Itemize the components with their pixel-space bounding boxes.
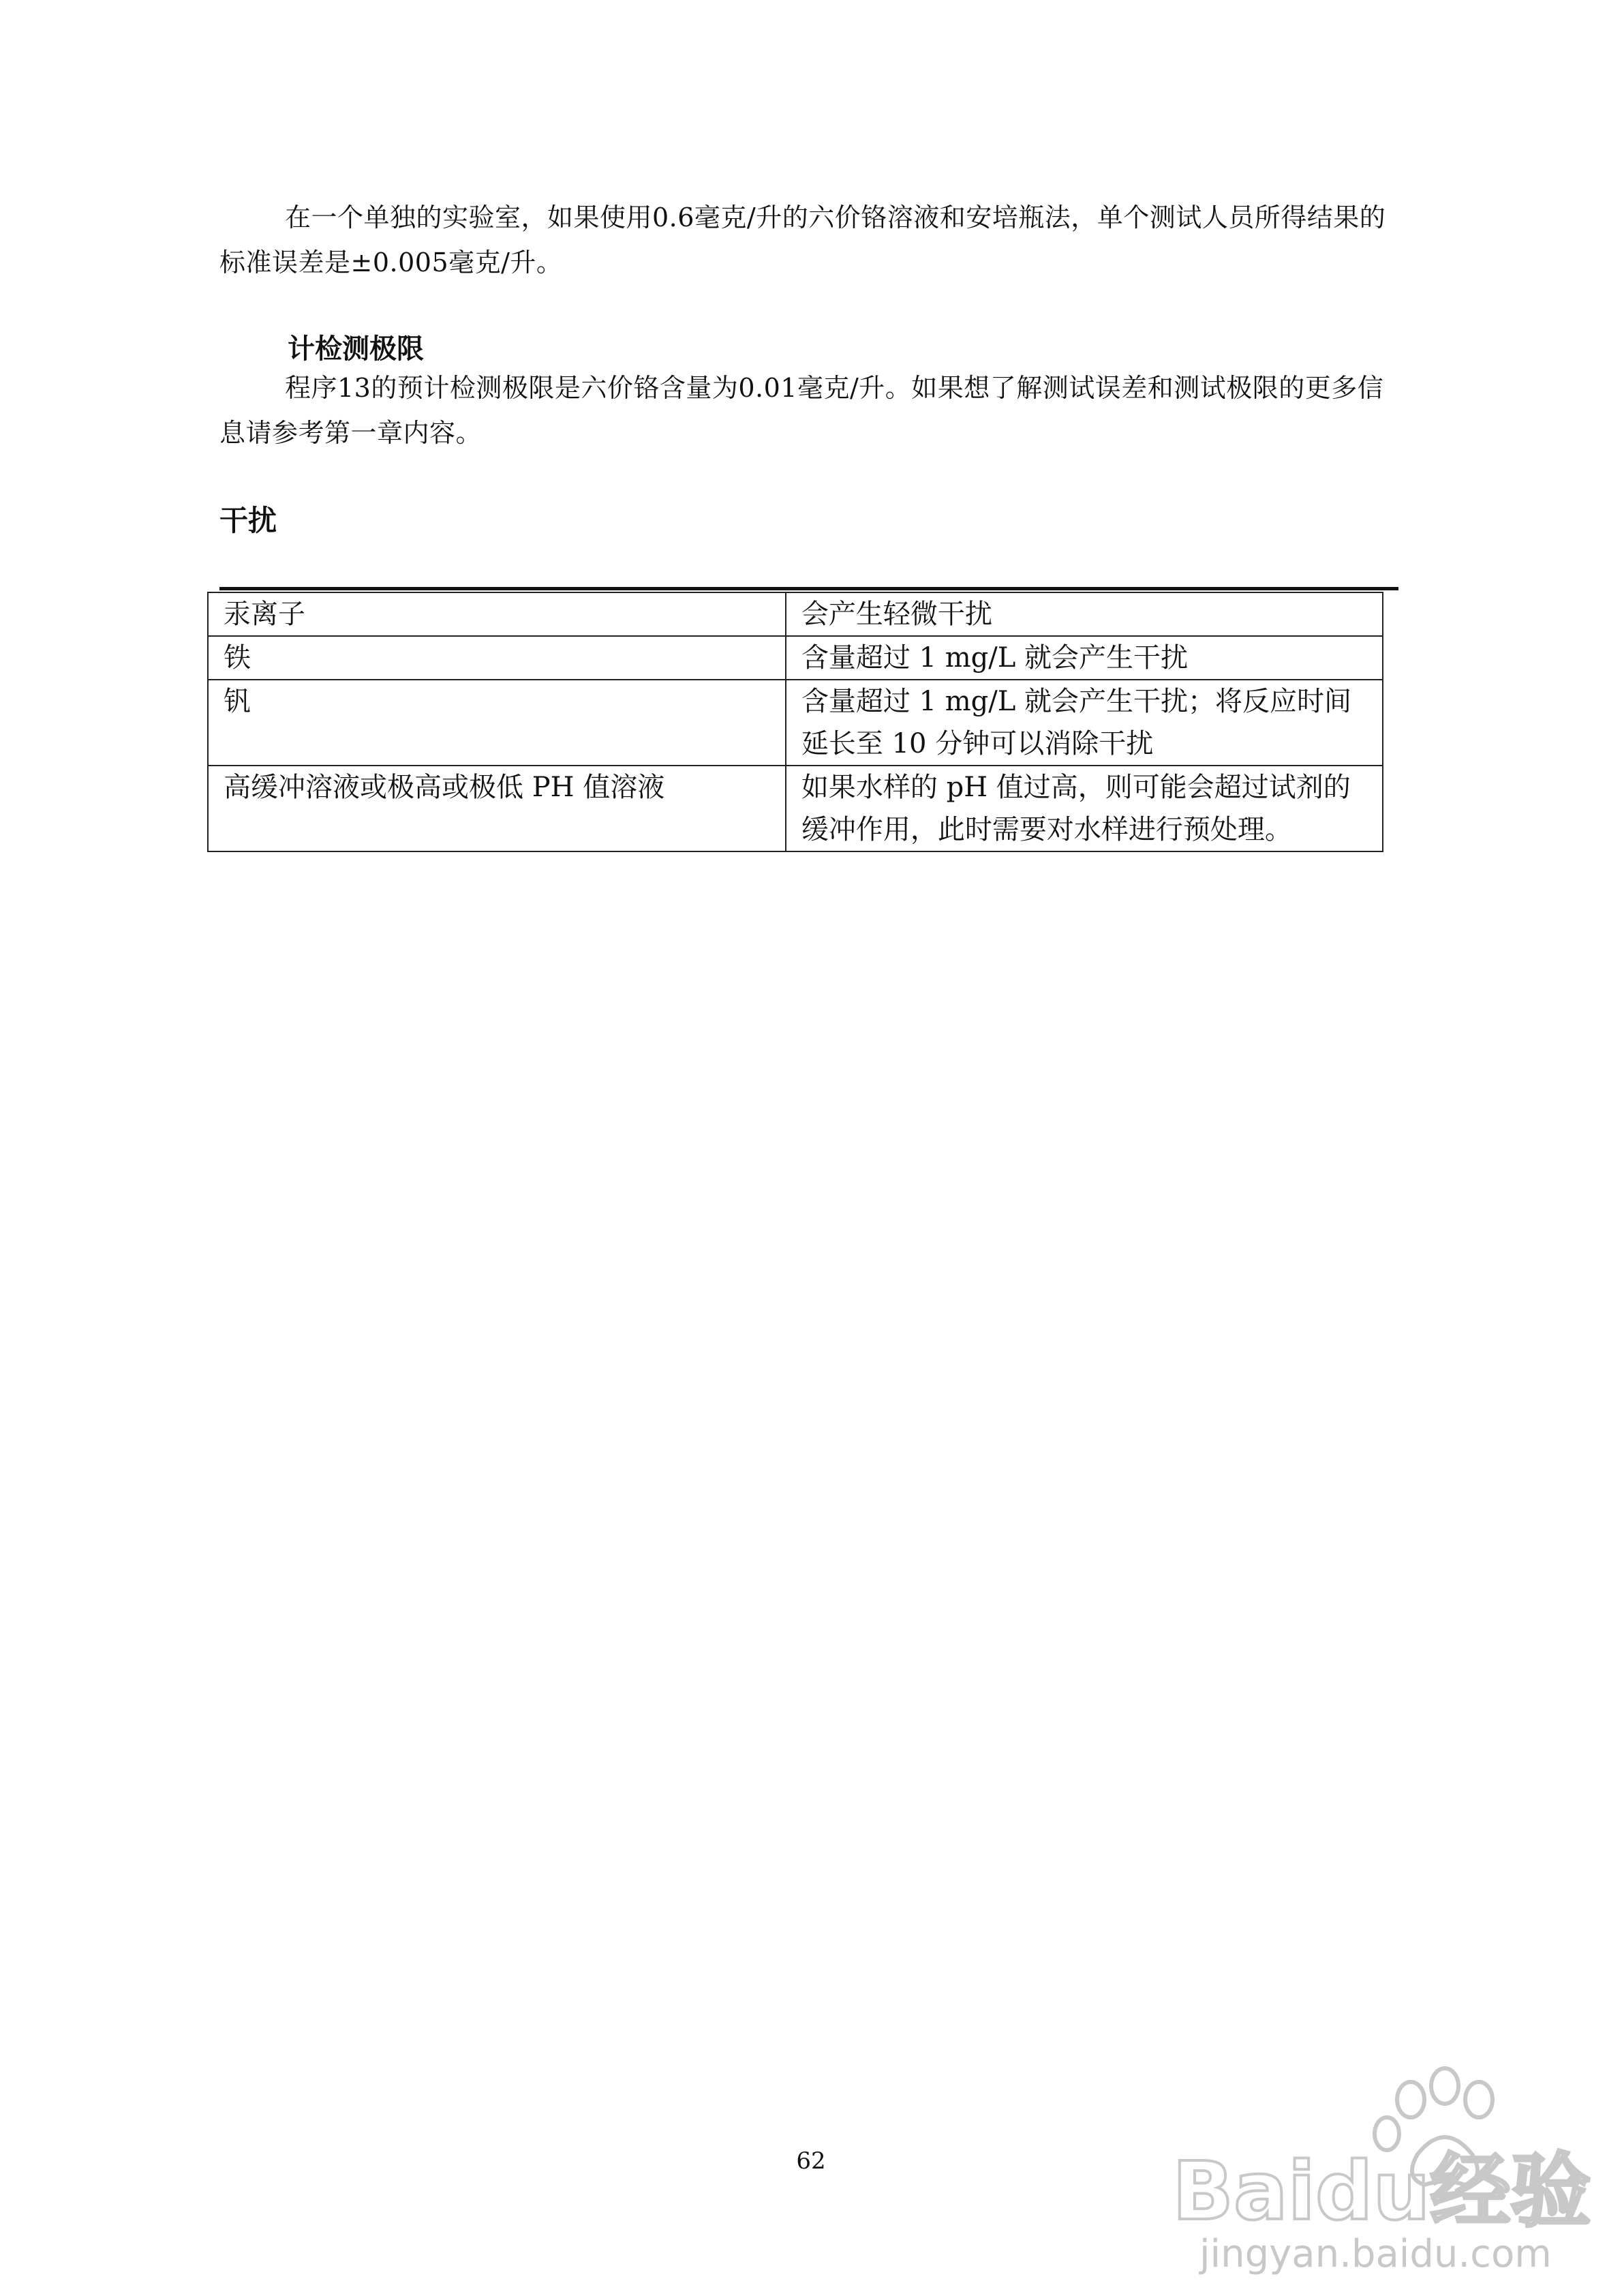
watermark-url: jingyan.baidu.com (1199, 2232, 1552, 2276)
table-row (208, 636, 1383, 680)
effect-cell: 含量超过 1 mg/L 就会产生干扰 (786, 636, 1383, 680)
interference-table (207, 592, 1383, 852)
table-row (208, 766, 1383, 851)
table-row (208, 592, 1383, 636)
precision-paragraph: 在一个单独的实验室，如果使用0.6毫克/升的六价铬溶液和安培瓶法，单个测试人员所得结果的标准误差是±0.005毫克/升。 (219, 202, 1386, 277)
substance-cell: 汞离子 (208, 592, 786, 636)
table-top-rule (219, 587, 1398, 590)
effect-cell: 含量超过 1 mg/L 就会产生干扰；将反应时间延长至 10 分钟可以消除干扰 (786, 680, 1383, 766)
detection-limit-heading: 计检测极限 (288, 333, 424, 365)
watermark-logo-text: Baidu经验 (1172, 2144, 1591, 2238)
effect-cell: 如果水样的 pH 值过高，则可能会超过试剂的缓冲作用，此时需要对水样进行预处理。 (786, 766, 1383, 851)
page-number: 62 (796, 2147, 826, 2175)
substance-cell: 钒 (208, 680, 786, 766)
baidu-jingyan-watermark (1159, 2059, 1608, 2277)
detection-limit-paragraph: 程序13的预计检测极限是六价铬含量为0.01毫克/升。如果想了解测试误差和测试极限的更多信息请参考第一章内容。 (219, 373, 1384, 448)
table-row (208, 680, 1383, 766)
interference-heading: 干扰 (219, 504, 277, 537)
substance-cell: 高缓冲溶液或极高或极低 PH 值溶液 (208, 766, 786, 851)
substance-cell: 铁 (208, 636, 786, 680)
effect-cell: 会产生轻微干扰 (786, 592, 1383, 636)
